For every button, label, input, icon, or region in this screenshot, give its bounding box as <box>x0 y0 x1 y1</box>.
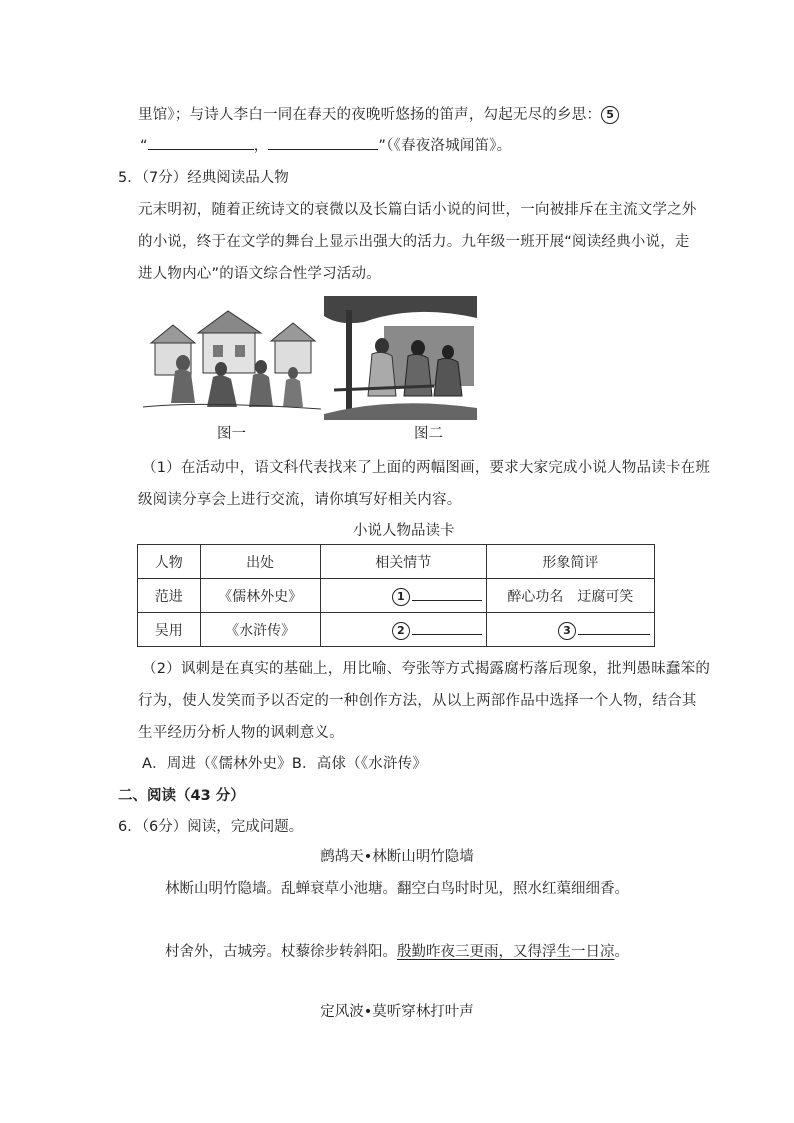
prev-text-line: 里馆》；与诗人李白一同在春天的夜晚听悠扬的笛声，勾起无尽的乡思： 5 <box>138 103 621 124</box>
figure-one-caption: 图一 <box>217 426 246 442</box>
prev-answer-line: “ ， ”（《春夜洛城闻笛》。 <box>140 134 511 155</box>
table-cell <box>320 579 486 613</box>
q6-heading: 6．（6分）阅读，完成问题。 <box>118 819 304 835</box>
answer-blank[interactable] <box>578 620 650 635</box>
table-row <box>138 579 655 613</box>
table-title: 小说人物品读卡 <box>353 523 455 539</box>
answer-blank[interactable] <box>148 135 254 150</box>
table-row <box>138 613 655 647</box>
table-header-cell: 相关情节 <box>320 545 486 579</box>
table-cell: 《儒林外史》 <box>200 579 320 613</box>
q5-intro-line: 的小说，终于在文学的舞台上显示出强大的活力。九年级一班开展“阅读经典小说，走 <box>138 234 690 250</box>
poem-title: 鹧鸪天•林断山明竹隐墙 <box>320 849 474 865</box>
circled-number-2: 2 <box>392 622 410 640</box>
table-header-cell: 人物 <box>138 545 201 579</box>
table-header-cell: 形象简评 <box>486 545 654 579</box>
poem-line: 村舍外，古城旁。杖藜徐步转斜阳。殷勤昨夜三更雨，又得浮生一日凉。 <box>165 944 629 960</box>
answer-blank[interactable] <box>412 586 482 601</box>
q5-intro-line: 进人物内心”的语文综合性学习活动。 <box>138 266 381 282</box>
q5-sub2-line: 生平经历分析人物的讽刺意义。 <box>138 725 344 741</box>
table-cell: 《水浒传》 <box>200 613 320 647</box>
q5-sub2-line: （2）讽刺是在真实的基础上，用比喻、夸张等方式揭露腐朽落后现象，批判愚昧蠢笨的 <box>142 661 711 677</box>
table-cell <box>320 613 486 647</box>
table-cell: 醉心功名 迂腐可笑 <box>486 579 654 613</box>
figure-two-illustration <box>324 296 477 420</box>
circled-number-3: 3 <box>558 622 576 640</box>
poem-title: 定风波•莫听穿林打叶声 <box>320 1004 474 1020</box>
circled-number-1: 1 <box>392 588 410 606</box>
table-cell: 吴用 <box>138 613 201 647</box>
figure-two-caption: 图二 <box>414 426 443 442</box>
section-title: 二、阅读（43 分） <box>118 788 245 804</box>
q5-options: A．周进（《儒林外史》B．高俅（《水浒传》 <box>142 756 428 772</box>
table-header-cell: 出处 <box>200 545 320 579</box>
figure-one-illustration <box>143 303 321 415</box>
table-header-row <box>138 545 655 579</box>
q5-sub1-line: 级阅读分享会上进行交流，请你填写好相关内容。 <box>138 492 462 508</box>
q5-sub2-line: 行为，使人发笑而予以否定的一种创作方法，从以上两部作品中选择一个人物，结合其 <box>138 693 697 709</box>
answer-blank[interactable] <box>412 620 482 635</box>
character-reading-card <box>137 544 655 647</box>
q5-sub1-line: （1）在活动中，语文科代表找来了上面的两幅图画，要求大家完成小说人物品读卡在班 <box>142 460 711 476</box>
answer-blank[interactable] <box>268 135 378 150</box>
table-cell <box>486 613 654 647</box>
underlined-phrase: 殷勤昨夜三更雨，又得浮生一日凉 <box>397 944 615 960</box>
circled-number-5: 5 <box>601 106 619 124</box>
table-cell: 范进 <box>138 579 201 613</box>
q5-intro-line: 元末明初，随着正统诗文的衰微以及长篇白话小说的问世，一向被排斥在主流文学之外 <box>138 202 697 218</box>
q5-heading: 5．（7分）经典阅读品人物 <box>118 170 289 186</box>
poem-line: 林断山明竹隐墙。乱蝉衰草小池塘。翻空白鸟时时见，照水红蕖细细香。 <box>165 881 629 897</box>
